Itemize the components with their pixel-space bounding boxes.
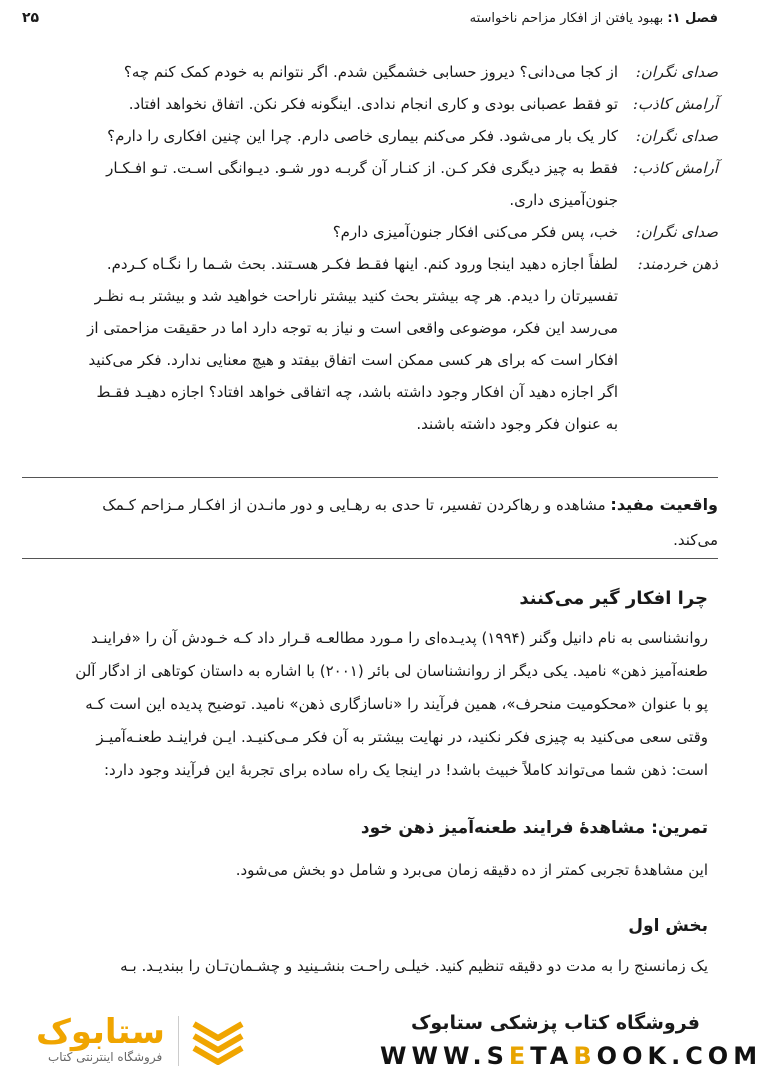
speaker-label: صدای نگران: xyxy=(635,127,718,145)
speaker-label: آرامش کاذب: xyxy=(632,95,718,113)
store-name: فروشگاه کتاب پزشکی ستابوک xyxy=(410,1012,700,1034)
section-heading: چرا افکار گیر می‌کنند xyxy=(519,588,708,609)
dialogue-turn xyxy=(22,88,718,120)
fact-box xyxy=(22,477,718,559)
dialogue-text: فقط به چیز دیگری فکر کـن. از کنـار آن گربـه دور شـو. دیـوانگی اسـت. تـو افـکـار جنون‌آمیزی داری. xyxy=(106,159,618,209)
dialogue-text: لطفاً اجازه دهید اینجا ورود کنم. اینها فقـط فکـر هسـتند. بحث شـما را نگـاه کـردم. تفسیرتان را دیدم. هر چه بیشتر بحث کنید بیشتر ناراحت خواهید شد و بیشتر بـه نظـر می‌رسد این فکر، موضوعی واقعی است و نیاز به توجه دارد اما در حقیقت مزاحمتی از افکار است که برای هر کسی ممکن است اتفاق بیفتد و هیچ معنایی ندارد. فکر می‌کنید اگر اجازه دهید آن افکار وجود داشته باشد، چه اتفاقی خواهد افتاد؟ اجازه دهیـد فقـط به عنوان فکر وجود داشته باشند. xyxy=(87,255,618,433)
chapter-name: بهبود یافتن از افکار مزاحم ناخواسته xyxy=(469,10,664,26)
speaker-label: آرامش کاذب: xyxy=(632,159,718,177)
dialogue xyxy=(22,56,718,440)
exercise-paragraph: این مشاهدهٔ تجربی کمتر از ده دقیقه زمان می‌برد و شامل دو بخش می‌شود. xyxy=(235,861,708,879)
fact-label: واقعیت مفید: xyxy=(610,495,718,514)
dialogue-text: از کجا می‌دانی؟ دیروز حسابی خشمگین شدم. اگر نتوانم به خودم کمک کنم چه؟ xyxy=(123,63,618,81)
speaker-label: صدای نگران: xyxy=(635,223,718,241)
logo-brand: ستابوک xyxy=(36,1012,165,1052)
dialogue-text: تو فقط عصبانی بودی و کاری انجام ندادی. اینگونه فکر نکن. اتفاق نخواهد افتاد. xyxy=(128,95,618,113)
dialogue-turn xyxy=(22,216,718,248)
dialogue-turn xyxy=(22,248,718,440)
dialogue-turn xyxy=(22,120,718,152)
store-logo xyxy=(28,1010,258,1072)
fact-text: واقعیت مفید: مشاهده و رهاکردن تفسیر، تا حدی به رهـایی و دور مانـدن از افکـار مـزاحم کـمک می‌کند. xyxy=(102,495,718,549)
speaker-label: ذهن خردمند: xyxy=(637,255,718,273)
dialogue-turn xyxy=(22,56,718,88)
chapter-label: فصل ۱: xyxy=(667,10,718,26)
part-heading: بخش اول xyxy=(628,916,708,936)
logo-tagline: فروشگاه اینترنتی کتاب xyxy=(48,1050,163,1064)
dialogue-turn xyxy=(22,152,718,216)
store-footer xyxy=(0,998,762,1080)
dialogue-text: کار یک بار می‌شود. فکر می‌کنم بیماری خاصی دارم. چرا این چنین افکاری را دارم؟ xyxy=(107,127,618,145)
running-head xyxy=(22,6,718,30)
chapter-title xyxy=(470,11,718,26)
dialogue-text: خب، پس فکر می‌کنی افکار جنون‌آمیزی دارم؟ xyxy=(332,223,618,241)
page-number: ۲۵ xyxy=(22,10,40,26)
speaker-label: صدای نگران: xyxy=(635,63,718,81)
logo-divider xyxy=(178,1016,179,1066)
part-paragraph: یک زمانسنج را به مدت دو دقیقه تنظیم کنید. خیلـی راحـت بنشـینید و چشـمان‌تـان را ببندیـد. بـه xyxy=(120,957,708,975)
exercise-heading: تمرین: مشاهدهٔ فرایند طعنه‌آمیز ذهن خود xyxy=(360,818,708,838)
section-paragraph: روانشناسی به نام دانیل وگنر (۱۹۹۴) پدیـده‌ای را مـورد مطالعـه قـرار داد کـه خـودش آن را «فراینـد طعنه‌آمیز ذهن» نامید. یکی دیگر از روانشناسان لی بائر (۲۰۰۱) با اشاره به داستان کوتاهی از ادگار آلن پو با عنوان «محکومیت منحرف»، همین فرآیند را «ناسازگاری ذهن» نامید. توضیح پدیده این است کـه وقتی سعی می‌کنید به چیزی فکر نکنید، در نهایت بیشتر به آن فکر مـی‌کنیـد. ایـن فراینـد طعنـه‌آمیـز است: ذهن شما می‌تواند کاملاً خبیث باشد! در اینجا یک راه ساده برای تجربهٔ این فرآیند وجود دارد: xyxy=(75,629,708,779)
chevron-stack-icon xyxy=(190,1016,246,1066)
store-url[interactable]: WWW.SETABOOK.COM xyxy=(380,1042,762,1070)
